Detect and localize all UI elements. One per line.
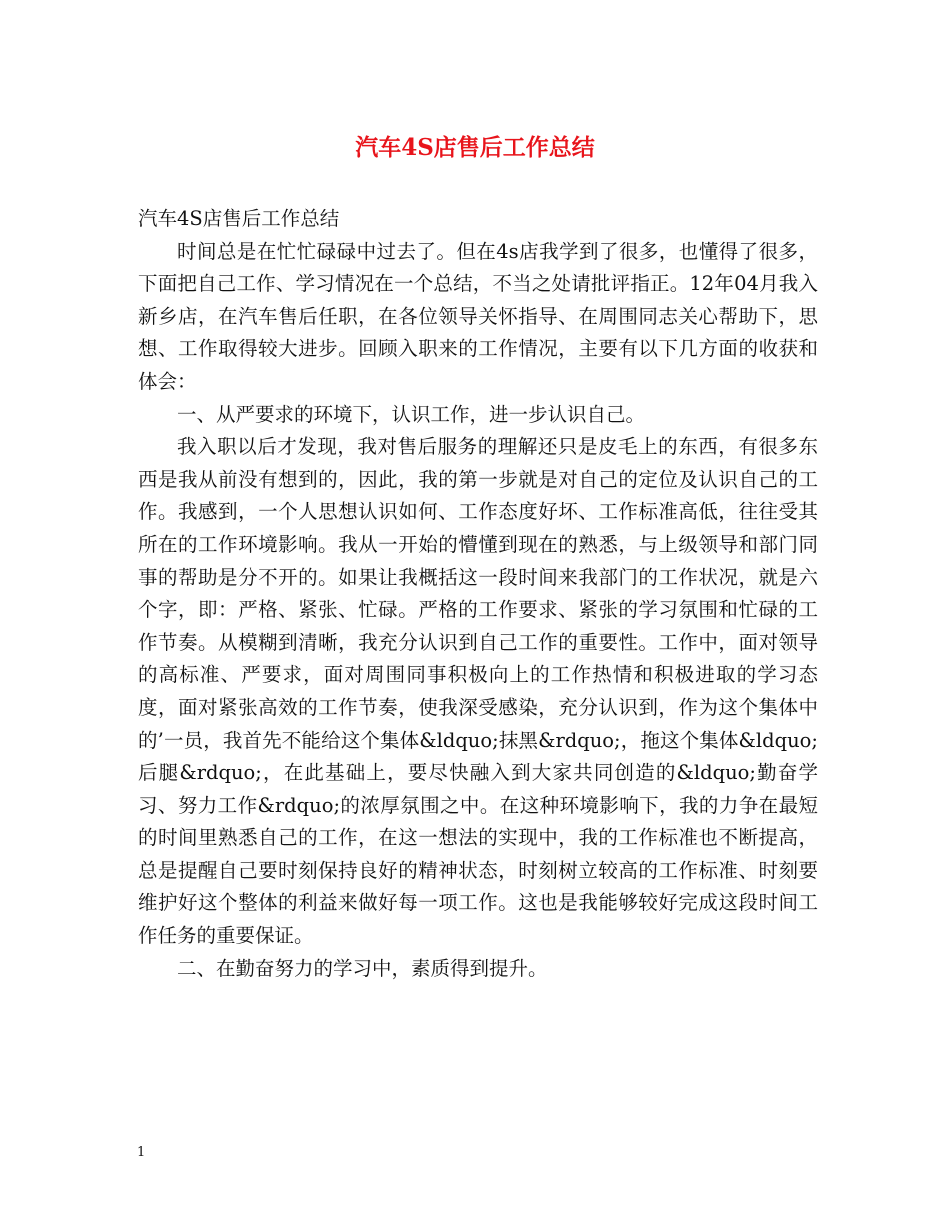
page-number: 1 bbox=[137, 1145, 146, 1160]
document-body bbox=[138, 203, 818, 985]
paragraph-section-one-heading: 一、从严要求的环境下，认识工作，进一步认识自己。 bbox=[177, 402, 646, 426]
paragraph-section-one-body: 我入职以后才发现，我对售后服务的理解还只是皮毛上的东西，有很多东西是我从前没有想到的，因此，我的第一步就是对自己的定位及认识自己的工作。我感到，一个人思想认识如何、工作态度好坏、工作标准高低，往往受其所在的工作环境影响。我从一开始的懵懂到现在的熟悉，与上级领导和部门同事的帮助是分不开的。如果让我概括这一段时间来我部门的工作状况，就是六个字，即：严格、紧张、忙碌。严格的工作要求、紧张的学习氛围和忙碌的工作节奏。从模糊到清晰，我充分认识到自己工作的重要性。工作中，面对领导的高标准、严要求，面对周围同事积极向上的工作热情和积极进取的学习态度，面对紧张高效的工作节奏，使我深受感染，充分认识到，作为这个集体中的’一员，我首先不能给这个集体&ldquo;抹黑&rdquo;，拖这个集体&ldquo;后腿&rdquo;，在此基础上，要尽快融入到大家共同创造的&ldquo;勤奋学习、努力工作&rdquo;的浓厚氛围之中。在这种环境影响下，我的力争在最短的时间里熟悉自己的工作，在这一想法的实现中，我的工作标准也不断提高，总是提醒自己要时刻保持良好的精神状态，时刻树立较高的工作标准、时刻要维护好这个整体的利益来做好每一项工作。这也是我能够较好完成这段时间工作任务的重要保证。 bbox=[138, 435, 818, 948]
paragraph-intro: 时间总是在忙忙碌碌中过去了。但在4s店我学到了很多，也懂得了很多，下面把自己工作、学习情况在一个总结，不当之处请批评指正。12年04月我入新乡店，在汽车售后任职，在各位领导关怀指导、在周围同志关心帮助下，思想、工作取得较大进步。回顾入职来的工作情况，主要有以下几方面的收获和体会： bbox=[138, 239, 818, 393]
document-title: 汽车4S店售后工作总结 bbox=[355, 134, 595, 161]
paragraph-heading: 汽车4S店售后工作总结 bbox=[138, 207, 340, 230]
paragraph-section-two-heading: 二、在勤奋努力的学习中，素质得到提升。 bbox=[177, 956, 548, 980]
